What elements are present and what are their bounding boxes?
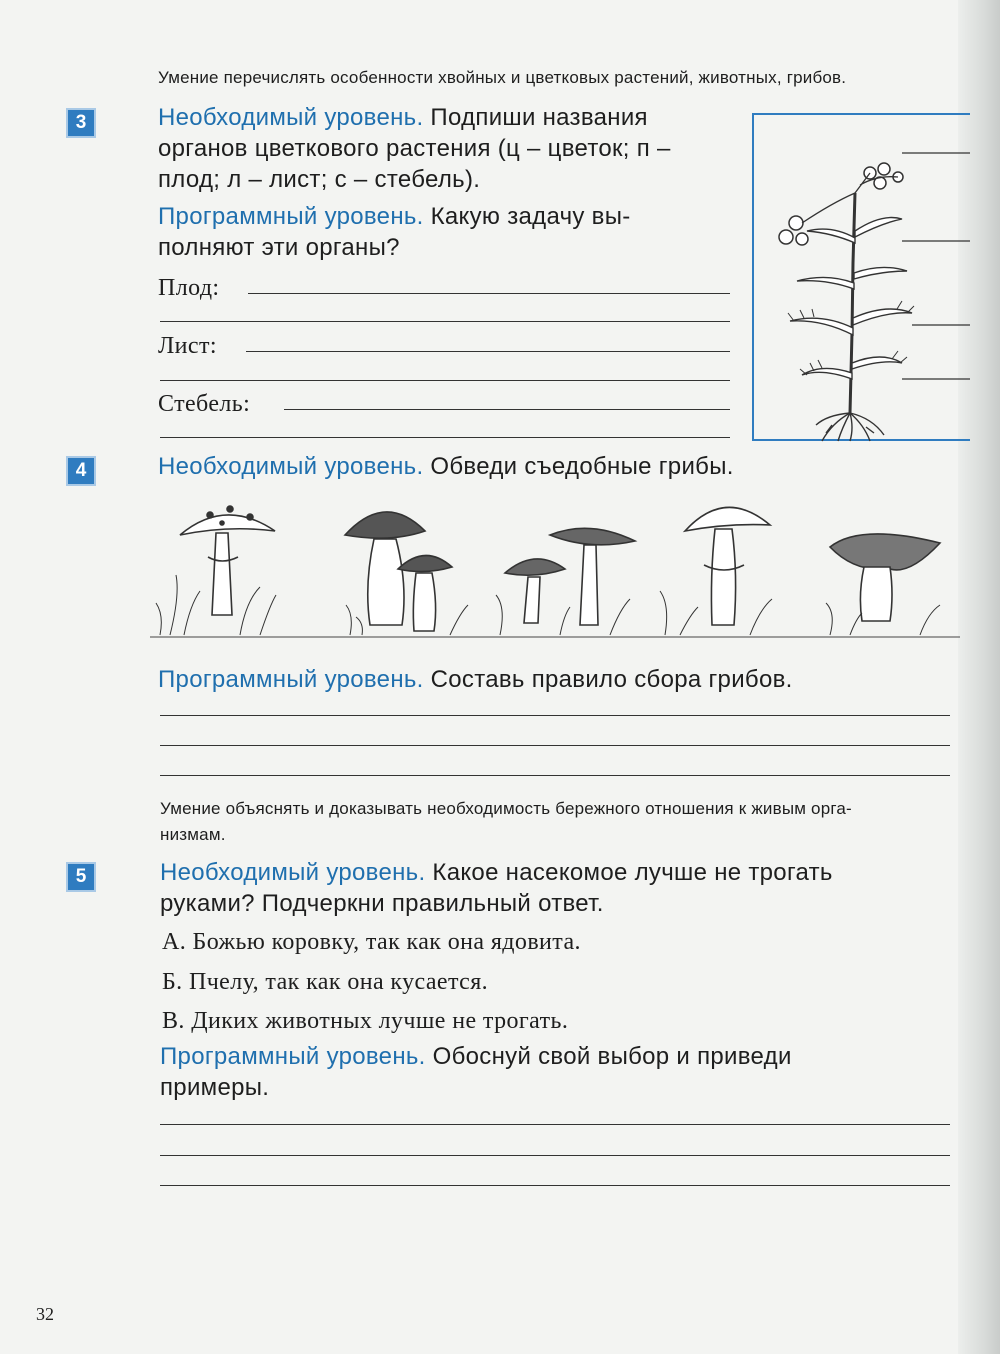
task-number-badge-3: 3: [66, 108, 96, 138]
answer-option-a[interactable]: А. Божью коровку, так как она ядовита.: [162, 929, 581, 955]
page-number: 32: [36, 1304, 54, 1324]
label-fruit: Плод:: [158, 275, 220, 301]
task4-required-level: Необходимый уровень.: [158, 453, 424, 480]
answer-line-task4-3[interactable]: [160, 775, 950, 776]
answer-line-fruit-2[interactable]: [160, 321, 730, 322]
skill-heading-top: Умение перечислять особенности хвойных и цветковых растений, животных, грибов.: [158, 68, 847, 87]
task-number-badge-4: 4: [66, 456, 96, 486]
answer-option-b[interactable]: Б. Пчелу, так как она кусается.: [162, 969, 489, 995]
task5-program-level: Программный уровень.: [160, 1043, 426, 1070]
task5-program-line1: [160, 1041, 792, 1072]
skill-heading-bottom-line2: низмам.: [160, 825, 226, 844]
answer-line-task4-1[interactable]: [160, 715, 950, 716]
task5-required-level: Необходимый уровень.: [160, 859, 426, 886]
task5-program-text1: Обоснуй свой выбор и приведи: [432, 1043, 792, 1070]
task3-program-level: Программный уровень.: [158, 203, 424, 230]
answer-line-task5-2[interactable]: [160, 1155, 950, 1156]
label-stem: Стебель:: [158, 391, 251, 417]
task4-required-line: [158, 451, 734, 482]
task4-program-text: Составь правило сбора грибов.: [430, 666, 793, 693]
answer-line-leaf-2[interactable]: [160, 380, 730, 381]
answer-option-c[interactable]: В. Диких животных лучше не трогать.: [162, 1008, 569, 1034]
task4-required-text: Обведи съедобные грибы.: [430, 453, 734, 480]
answer-line-fruit-1[interactable]: [248, 293, 730, 294]
task3-program-text1: Какую задачу вы-: [430, 203, 631, 230]
answer-line-task5-3[interactable]: [160, 1185, 950, 1186]
flowering-plant-illustration: [752, 113, 970, 441]
task3-required-text1: Подпиши названия: [430, 104, 648, 131]
task5-required-line2: руками? Подчеркни правильный ответ.: [160, 890, 604, 917]
label-leaf: Лист:: [158, 333, 217, 359]
task5-required-line1: [160, 857, 833, 888]
task-number-badge-5: 5: [66, 862, 96, 892]
answer-line-leaf-1[interactable]: [246, 351, 730, 352]
task3-required-line3: плод; л – лист; с – стебель).: [158, 166, 481, 193]
task3-required-line2: органов цветкового растения (ц – цветок; п –: [158, 135, 671, 162]
task3-required-line1: [158, 102, 648, 133]
task4-program-line: [158, 664, 793, 695]
skill-heading-bottom-line1: Умение объяснять и доказывать необходимость бережного отношения к живым орга-: [160, 799, 852, 818]
answer-line-stem-1[interactable]: [284, 409, 730, 410]
task3-required-level: Необходимый уровень.: [158, 104, 424, 131]
task3-program-line2: полняют эти органы?: [158, 234, 400, 261]
task5-required-text1: Какое насекомое лучше не трогать: [432, 859, 833, 886]
task4-program-level: Программный уровень.: [158, 666, 424, 693]
task5-program-line2: примеры.: [160, 1074, 270, 1101]
answer-line-stem-2[interactable]: [160, 437, 730, 438]
mushrooms-illustration: [150, 495, 970, 655]
answer-line-task5-1[interactable]: [160, 1124, 950, 1125]
answer-line-task4-2[interactable]: [160, 745, 950, 746]
task3-program-line1: [158, 201, 631, 232]
